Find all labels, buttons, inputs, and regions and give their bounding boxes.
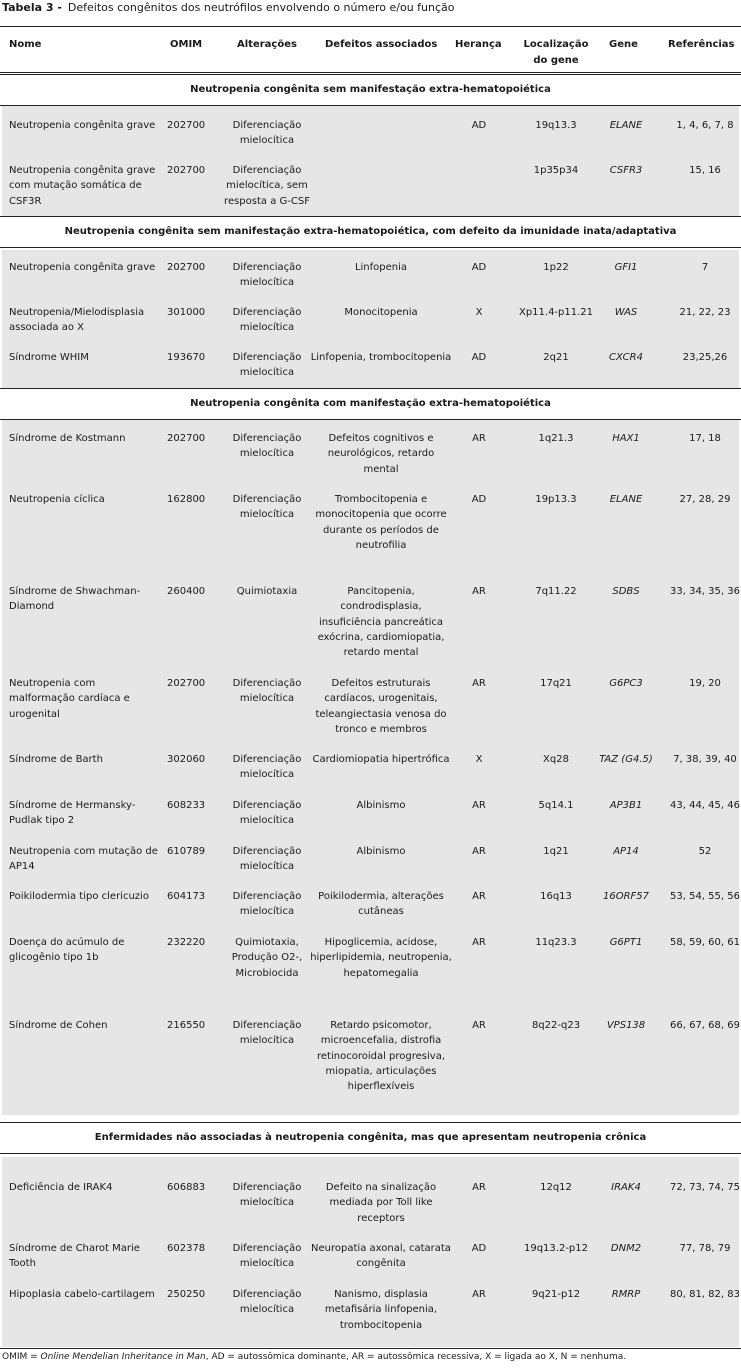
cell-gene: SDBS <box>612 586 640 597</box>
cell-referencias: 1, 4, 6, 7, 8 <box>676 120 734 131</box>
cell-defeitos: Neuropatia axonal, catarata congênita <box>311 1243 451 1270</box>
cell-nome: Neutropenia com mutação de AP14 <box>9 846 158 873</box>
cell-heranca: AR <box>472 891 486 902</box>
cell-referencias: 58, 59, 60, 61 <box>670 937 740 948</box>
cell-alteracoes: Diferenciação mielocítica <box>232 1243 302 1270</box>
cell-gene: 16ORF57 <box>602 891 650 902</box>
cell-localizacao: 16q13 <box>540 891 572 902</box>
cell-localizacao: 1p22 <box>543 262 569 273</box>
cell-referencias: 27, 28, 29 <box>679 494 731 505</box>
cell-heranca: AR <box>472 846 486 857</box>
cell-alteracoes: Quimiotaxia <box>236 586 298 597</box>
cell-localizacao: 19p13.3 <box>535 494 577 505</box>
cell-referencias: 21, 22, 23 <box>679 307 731 318</box>
section-title: Neutropenia congênita sem manifestação extra-hematopoiética, com defeito da imunidade inata/adaptativa <box>0 216 741 248</box>
cell-heranca: AR <box>472 800 486 811</box>
cell-omim: 608233 <box>167 800 206 811</box>
cell-alteracoes: Diferenciação mielocítica <box>232 846 302 873</box>
cell-heranca: AD <box>471 262 487 273</box>
cell-defeitos: Defeito na sinalização mediada por Toll like receptors <box>325 1182 437 1224</box>
section-title: Neutropenia congênita sem manifestação extra-hematopoiética <box>0 74 741 106</box>
cell-heranca: AR <box>472 1289 486 1300</box>
cell-nome: Neutropenia congênita grave com mutação somática de CSF3R <box>9 165 156 207</box>
cell-nome: Síndrome de Barth <box>9 754 103 765</box>
cell-defeitos: Albinismo <box>356 800 406 811</box>
cell-heranca: AR <box>472 1182 486 1193</box>
cell-nome: Neutropenia cíclica <box>9 494 105 505</box>
cell-defeitos: Cardiomiopatia hipertrófica <box>312 754 450 765</box>
cell-gene: TAZ (G4.5) <box>599 754 653 765</box>
cell-heranca: X <box>475 754 483 765</box>
cell-referencias: 77, 78, 79 <box>679 1243 731 1254</box>
cell-defeitos: Trombocitopenia e monocitopenia que ocorre durante os períodos de neutrofilia <box>315 494 447 551</box>
cell-referencias: 43, 44, 45, 46 <box>670 800 740 811</box>
cell-localizacao: 1p35p34 <box>533 165 579 176</box>
cell-gene: CXCR4 <box>609 352 643 363</box>
cell-heranca: AR <box>472 1020 486 1031</box>
cell-heranca: AR <box>472 586 486 597</box>
cell-localizacao: Xq28 <box>543 754 569 765</box>
cell-omim: 232220 <box>167 937 206 948</box>
column-header-omim: OMIM <box>170 39 203 50</box>
cell-referencias: 53, 54, 55, 56 <box>670 891 740 902</box>
cell-defeitos: Monocitopenia <box>344 307 418 318</box>
cell-alteracoes: Diferenciação mielocítica <box>232 262 302 289</box>
cell-omim: 202700 <box>167 678 206 689</box>
cell-nome: Neutropenia congênita grave <box>9 262 156 273</box>
column-header-referencias: Referências <box>668 39 735 50</box>
cell-nome: Síndrome de Charot Marie Tooth <box>9 1243 140 1270</box>
caption-label: Tabela 3 - <box>2 1 62 14</box>
cell-alteracoes: Diferenciação mielocítica <box>232 494 302 521</box>
cell-gene: G6PT1 <box>609 937 643 948</box>
cell-heranca: AR <box>472 937 486 948</box>
cell-referencias: 80, 81, 82, 83 <box>670 1289 740 1300</box>
cell-gene: ELANE <box>609 120 643 131</box>
cell-omim: 202700 <box>167 120 206 131</box>
cell-referencias: 17, 18 <box>689 433 721 444</box>
cell-omim: 602378 <box>167 1243 206 1254</box>
cell-localizacao: 8q22-q23 <box>531 1020 581 1031</box>
cell-localizacao: 9q21-p12 <box>531 1289 581 1300</box>
cell-localizacao: 1q21 <box>543 846 569 857</box>
column-header-localizacao: Localização do gene <box>523 39 589 66</box>
cell-defeitos: Defeitos estruturais cardíacos, urogenitais, teleangiectasia venosa do tronco e membros <box>315 678 447 735</box>
cell-referencias: 72, 73, 74, 75 <box>670 1182 740 1193</box>
table-header <box>0 26 741 73</box>
cell-alteracoes: Diferenciação mielocítica <box>232 120 302 147</box>
cell-referencias: 7, 38, 39, 40 <box>673 754 737 765</box>
cell-defeitos: Albinismo <box>356 846 406 857</box>
cell-alteracoes: Diferenciação mielocítica <box>232 891 302 918</box>
cell-referencias: 52 <box>698 846 712 857</box>
cell-omim: 302060 <box>167 754 206 765</box>
table-caption <box>2 1 455 14</box>
cell-omim: 193670 <box>167 352 206 363</box>
cell-defeitos: Nanismo, displasia metafisária linfopenia, trombocitopenia <box>324 1289 438 1331</box>
cell-nome: Síndrome de Kostmann <box>9 433 126 444</box>
cell-omim: 606883 <box>167 1182 206 1193</box>
cell-referencias: 15, 16 <box>689 165 721 176</box>
section-title: Enfermidades não associadas à neutropenia congênita, mas que apresentam neutropenia crônica <box>0 1122 741 1154</box>
cell-localizacao: 1q21.3 <box>538 433 574 444</box>
cell-gene: CSFR3 <box>609 165 643 176</box>
cell-heranca: AD <box>471 1243 487 1254</box>
cell-nome: Síndrome de Hermansky-Pudlak tipo 2 <box>9 800 136 827</box>
cell-alteracoes: Diferenciação mielocítica <box>232 1182 302 1209</box>
cell-heranca: AD <box>471 494 487 505</box>
cell-omim: 604173 <box>167 891 206 902</box>
section-title: Neutropenia congênita com manifestação extra-hematopoiética <box>0 388 741 420</box>
cell-heranca: AD <box>471 352 487 363</box>
cell-referencias: 23,25,26 <box>682 352 728 363</box>
cell-heranca: X <box>475 307 483 318</box>
cell-omim: 162800 <box>167 494 206 505</box>
cell-omim: 202700 <box>167 165 206 176</box>
cell-alteracoes: Diferenciação mielocítica <box>232 352 302 379</box>
cell-omim: 202700 <box>167 262 206 273</box>
cell-referencias: 66, 67, 68, 69 <box>670 1020 740 1031</box>
cell-defeitos: Pancitopenia, condrodisplasia, insuficiência pancreática exócrina, cardiomiopatia, retardo mental <box>317 586 445 659</box>
cell-localizacao: 5q14.1 <box>538 800 574 811</box>
column-header-alteracoes: Alterações <box>237 39 297 50</box>
table-bottom-rule <box>0 1348 741 1349</box>
cell-localizacao: 17q21 <box>540 678 572 689</box>
cell-localizacao: 7q11.22 <box>535 586 577 597</box>
cell-nome: Poikilodermia tipo clericuzio <box>9 891 149 902</box>
cell-defeitos: Retardo psicomotor, microencefalia, distrofia retinocoroidal progresiva, miopatia, articulações hiperflexíveis <box>317 1020 445 1093</box>
cell-omim: 301000 <box>167 307 206 318</box>
cell-omim: 250250 <box>167 1289 206 1300</box>
cell-alteracoes: Quimiotaxia, Produção O2-, Microbiocida <box>231 937 303 979</box>
cell-localizacao: 19q13.2-p12 <box>523 1243 589 1254</box>
cell-nome: Síndrome de Shwachman-Diamond <box>9 586 141 613</box>
cell-referencias: 19, 20 <box>689 678 721 689</box>
cell-nome: Neutropenia com malformação cardíaca e urogenital <box>9 678 130 720</box>
cell-defeitos: Linfopenia, trombocitopenia <box>310 352 452 363</box>
cell-localizacao: 2q21 <box>543 352 569 363</box>
cell-referencias: 33, 34, 35, 36 <box>670 586 740 597</box>
cell-localizacao: 12q12 <box>540 1182 572 1193</box>
cell-gene: HAX1 <box>612 433 640 444</box>
cell-nome: Hipoplasia cabelo-cartilagem <box>9 1289 155 1300</box>
cell-defeitos: Linfopenia <box>354 262 408 273</box>
cell-gene: WAS <box>614 307 638 318</box>
caption-text: Defeitos congênitos dos neutrófilos envolvendo o número e/ou função <box>67 1 455 14</box>
cell-gene: ELANE <box>609 494 643 505</box>
cell-gene: IRAK4 <box>611 1182 641 1193</box>
cell-gene: RMRP <box>611 1289 641 1300</box>
cell-alteracoes: Diferenciação mielocítica <box>232 800 302 827</box>
column-header-gene: Gene <box>609 39 638 50</box>
cell-localizacao: Xp11.4-p11.21 <box>518 307 594 318</box>
cell-nome: Doença do acúmulo de glicogênio tipo 1b <box>9 937 125 964</box>
cell-defeitos: Defeitos cognitivos e neurológicos, retardo mental <box>327 433 435 475</box>
cell-alteracoes: Diferenciação mielocítica <box>232 678 302 705</box>
column-header-heranca: Herança <box>455 39 502 50</box>
cell-alteracoes: Diferenciação mielocítica <box>232 433 302 460</box>
cell-nome: Neutropenia/Mielodisplasia associada ao X <box>9 307 145 334</box>
cell-heranca: AR <box>472 678 486 689</box>
cell-nome: Neutropenia congênita grave <box>9 120 156 131</box>
footnote: OMIM = Online Mendelian Inheritance in Man, AD = autossômica dominante, AR = autossômica recessiva, X = ligada ao X, N = nenhuma. <box>2 1352 627 1362</box>
cell-alteracoes: Diferenciação mielocítica <box>232 1020 302 1047</box>
cell-referencias: 7 <box>701 262 709 273</box>
cell-alteracoes: Diferenciação mielocítica <box>232 754 302 781</box>
cell-defeitos: Hipoglicemia, acidose, hiperlipidemia, neutropenia, hepatomegalia <box>310 937 452 979</box>
cell-defeitos: Poikilodermia, alterações cutâneas <box>318 891 444 918</box>
cell-gene: VPS138 <box>606 1020 646 1031</box>
cell-alteracoes: Diferenciação mielocítica, sem resposta a G-CSF <box>224 165 310 207</box>
cell-gene: DNM2 <box>610 1243 642 1254</box>
cell-omim: 260400 <box>167 586 206 597</box>
cell-omim: 202700 <box>167 433 206 444</box>
cell-localizacao: 11q23.3 <box>535 937 577 948</box>
cell-heranca: AR <box>472 433 486 444</box>
cell-nome: Deficiência de IRAK4 <box>9 1182 113 1193</box>
column-header-name: Nome <box>9 39 42 50</box>
cell-gene: GFI1 <box>614 262 638 273</box>
cell-alteracoes: Diferenciação mielocítica <box>232 1289 302 1316</box>
cell-gene: G6PC3 <box>609 678 643 689</box>
cell-nome: Síndrome de Cohen <box>9 1020 108 1031</box>
column-header-defeitos: Defeitos associados <box>325 39 438 50</box>
cell-alteracoes: Diferenciação mielocítica <box>232 307 302 334</box>
cell-gene: AP3B1 <box>609 800 643 811</box>
cell-omim: 216550 <box>167 1020 206 1031</box>
cell-gene: AP14 <box>613 846 639 857</box>
cell-localizacao: 19q13.3 <box>535 120 577 131</box>
cell-nome: Síndrome WHIM <box>9 352 89 363</box>
cell-omim: 610789 <box>167 846 206 857</box>
cell-heranca: AD <box>471 120 487 131</box>
